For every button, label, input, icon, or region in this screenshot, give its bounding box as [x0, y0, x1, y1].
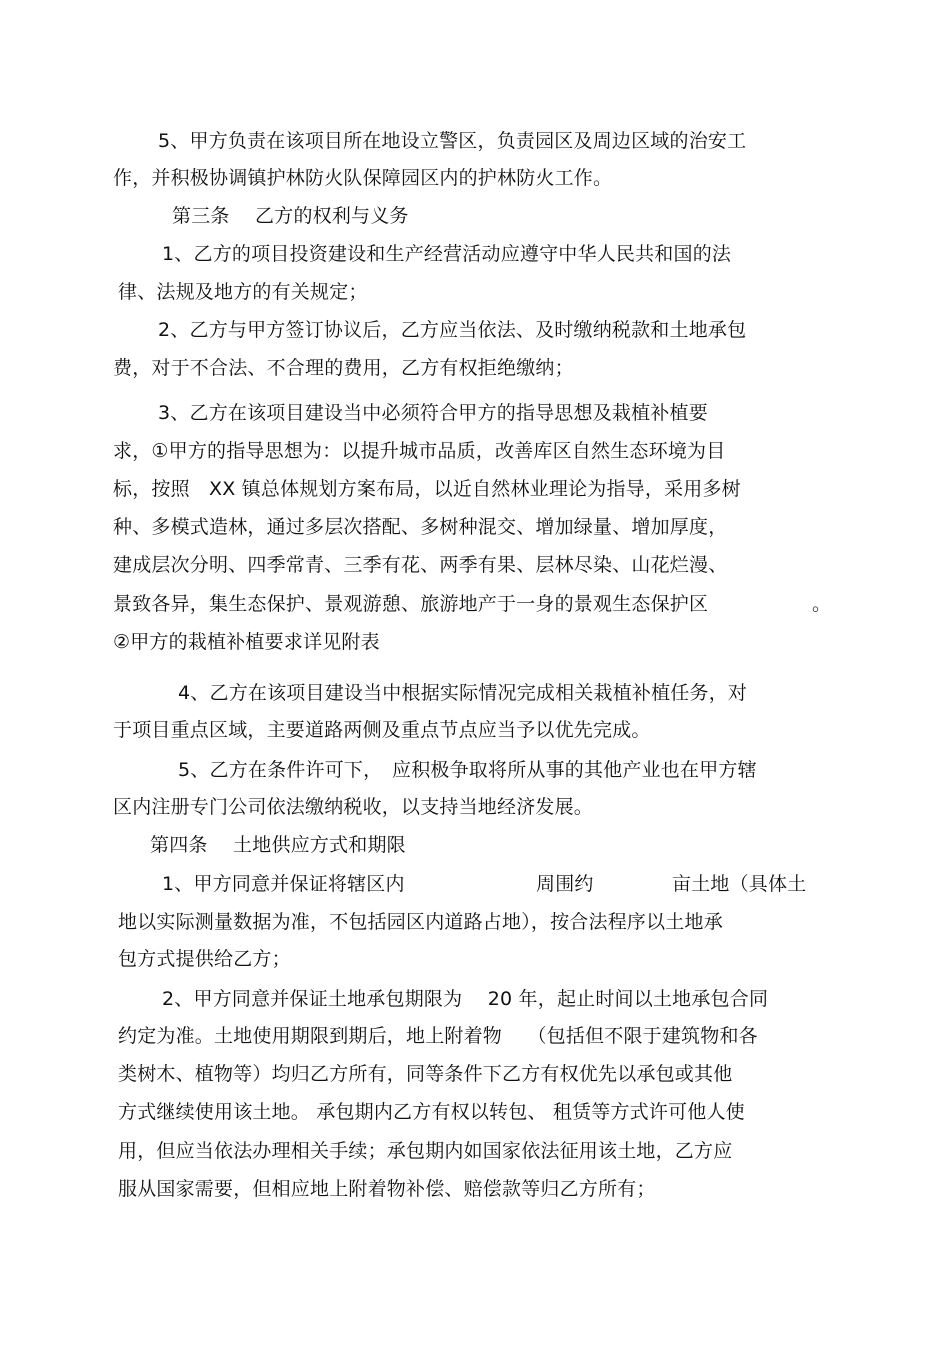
text-line: 区内注册专门公司依法缴纳税收，以支持当地经济发展。	[113, 796, 594, 818]
text-line: 1、乙方的项目投资建设和生产经营活动应遵守中华人民共和国的法	[162, 243, 732, 265]
section-heading: 第四条 土地供应方式和期限	[150, 834, 406, 856]
text-line: 于项目重点区域，主要道路两侧及重点节点应当予以优先完成。	[113, 719, 651, 741]
text-segment: 周围约	[536, 873, 594, 895]
text-line: 作，并积极协调镇护林防火队保障园区内的护林防火工作。	[113, 167, 613, 189]
text-line: 地以实际测量数据为准，不包括园区内道路占地），按合法程序以土地承	[118, 911, 723, 933]
text-line: 3、乙方在该项目建设当中必须符合甲方的指导思想及栽植补植要	[158, 402, 708, 424]
text-line: 用，但应当依法办理相关手续；承包期内如国家依法征用该土地，乙方应	[118, 1140, 733, 1162]
text-line: 建成层次分明、四季常青、三季有花、两季有果、层林尽染、山花烂漫、	[113, 554, 728, 576]
text-line: 4、乙方在该项目建设当中根据实际情况完成相关栽植补植任务，对	[178, 682, 748, 704]
text-line: 5、甲方负责在该项目所在地设立警区，负责园区及周边区域的治安工	[158, 130, 747, 152]
text-segment: 1、甲方同意并保证将辖区内	[162, 873, 405, 895]
section-heading: 第三条 乙方的权利与义务	[172, 205, 409, 227]
text-line: 类树木、植物等）均归乙方所有，同等条件下乙方有权优先以承包或其他	[118, 1063, 733, 1085]
text-line: ②甲方的栽植补植要求详见附表	[113, 631, 380, 653]
trailing-period: 。	[812, 593, 832, 615]
text-line: 费，对于不合法、不合理的费用，乙方有权拒绝缴纳；	[113, 357, 574, 379]
text-line: 包方式提供给乙方；	[118, 948, 291, 970]
text-line: 服从国家需要，但相应地上附着物补偿、赔偿款等归乙方所有；	[118, 1178, 656, 1200]
text-line: 约定为准。土地使用期限到期后，地上附着物 （包括但不限于建筑物和各	[118, 1025, 758, 1047]
text-line: 标，按照 XX 镇总体规划方案布局，以近自然林业理论为指导，采用多树	[113, 478, 741, 500]
text-line: 律、法规及地方的有关规定；	[118, 281, 368, 303]
text-segment: 亩土地（具体土	[672, 873, 807, 895]
text-line: 5、乙方在条件许可下， 应积极争取将所从事的其他产业也在甲方辖	[178, 759, 757, 781]
text-line: 景致各异，集生态保护、景观游憩、旅游地产于一身的景观生态保护区	[113, 593, 709, 615]
text-line: 求，①甲方的指导思想为：以提升城市品质，改善库区自然生态环境为目	[113, 440, 726, 462]
text-line: 方式继续使用该土地。 承包期内乙方有权以转包、 租赁等方式许可他人使	[118, 1101, 745, 1123]
text-line: 2、乙方与甲方签订协议后，乙方应当依法、及时缴纳税款和土地承包	[158, 319, 747, 341]
text-line: 2、甲方同意并保证土地承包期限为 20 年，起止时间以土地承包合同	[162, 988, 769, 1010]
text-line: 种、多模式造林，通过多层次搭配、多树种混交、增加绿量、增加厚度，	[113, 516, 728, 538]
